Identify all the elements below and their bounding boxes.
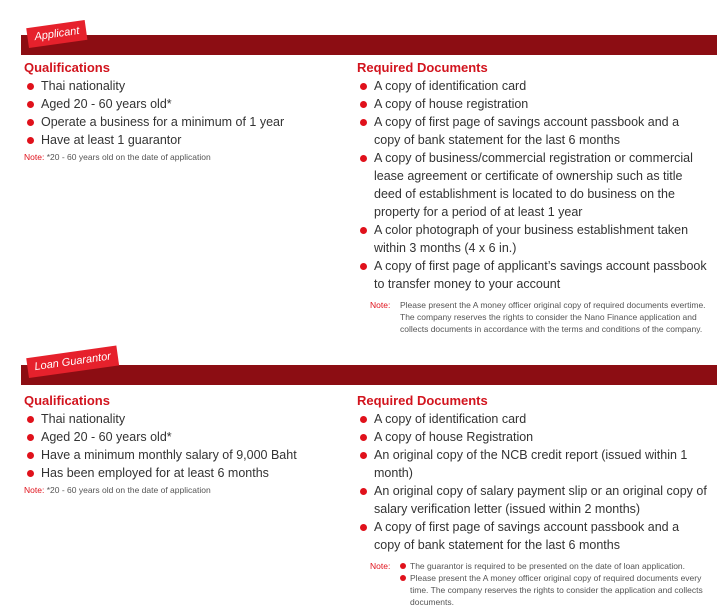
guarantor-qualifications-title: Qualifications: [24, 393, 110, 408]
guarantor-documents-list: [357, 410, 707, 554]
list-item: Operate a business for a minimum of 1 year: [24, 113, 334, 131]
list-item: Have a minimum monthly salary of 9,000 Baht: [24, 446, 334, 464]
applicant-documents-title: Required Documents: [357, 60, 488, 75]
note-label: Note:: [24, 485, 45, 495]
applicant-tag: Applicant: [26, 20, 87, 48]
list-item: A copy of business/commercial registration or commercial lease agreement or certificate of ownership such as title deed of establishment is located to do business on the property for a period of at least 1 year: [357, 149, 707, 221]
guarantor-tag: Loan Guarantor: [26, 346, 119, 378]
note-body: [400, 560, 707, 608]
list-item: A color photograph of your business establishment taken within 3 months (4 x 6 in.): [357, 221, 707, 257]
note-item: The guarantor is required to be presented on the date of loan application.: [400, 560, 707, 572]
list-item: A copy of house registration: [357, 95, 707, 113]
applicant-qualifications-list: [24, 77, 334, 149]
guarantor-documents-note: [370, 560, 707, 608]
list-item: A copy of first page of savings account passbook and a copy of bank statement for the last 6 months: [357, 113, 707, 149]
note-text: Please present the A money officer original copy of required documents evertime. The company reserves the rights to consider the Nano Finance application and collects documents in accordance with the terms and conditions of the company.: [400, 300, 706, 334]
applicant-header-bar: [21, 35, 717, 55]
note-text: *20 - 60 years old on the date of application: [46, 485, 211, 495]
applicant-documents: [357, 60, 707, 335]
guarantor-header-bar: [21, 365, 717, 385]
note-label: Note:: [370, 300, 391, 310]
guarantor-documents: [357, 393, 707, 608]
list-item: Aged 20 - 60 years old*: [24, 95, 334, 113]
list-item: Thai nationality: [24, 410, 334, 428]
list-item: Aged 20 - 60 years old*: [24, 428, 334, 446]
list-item: A copy of first page of savings account passbook and a copy of bank statement for the last 6 months: [357, 518, 707, 554]
list-item: A copy of first page of applicant’s savings account passbook to transfer money to your account: [357, 257, 707, 293]
guarantor-qualifications-list: [24, 410, 334, 482]
list-item: A copy of house Registration: [357, 428, 707, 446]
list-item: An original copy of the NCB credit report (issued within 1 month): [357, 446, 707, 482]
note-text: *20 - 60 years old on the date of application: [46, 152, 211, 162]
list-item: An original copy of salary payment slip or an original copy of salary verification letter (issued within 2 months): [357, 482, 707, 518]
list-item: A copy of identification card: [357, 410, 707, 428]
note-label: Note:: [370, 561, 391, 571]
list-item: A copy of identification card: [357, 77, 707, 95]
note-item: Please present the A money officer original copy of required documents every time. The company reserves the rights to consider the application and collects documents.: [400, 572, 707, 608]
applicant-documents-list: [357, 77, 707, 293]
applicant-documents-note: [370, 299, 707, 335]
guarantor-documents-title: Required Documents: [357, 393, 488, 408]
list-item: Thai nationality: [24, 77, 334, 95]
applicant-qualifications-title: Qualifications: [24, 60, 110, 75]
note-label: Note:: [24, 152, 45, 162]
guarantor-qualifications-note: [24, 484, 334, 496]
applicant-qualifications: [24, 60, 334, 163]
applicant-qualifications-note: [24, 151, 334, 163]
guarantor-qualifications: [24, 393, 334, 496]
list-item: Has been employed for at least 6 months: [24, 464, 334, 482]
list-item: Have at least 1 guarantor: [24, 131, 334, 149]
